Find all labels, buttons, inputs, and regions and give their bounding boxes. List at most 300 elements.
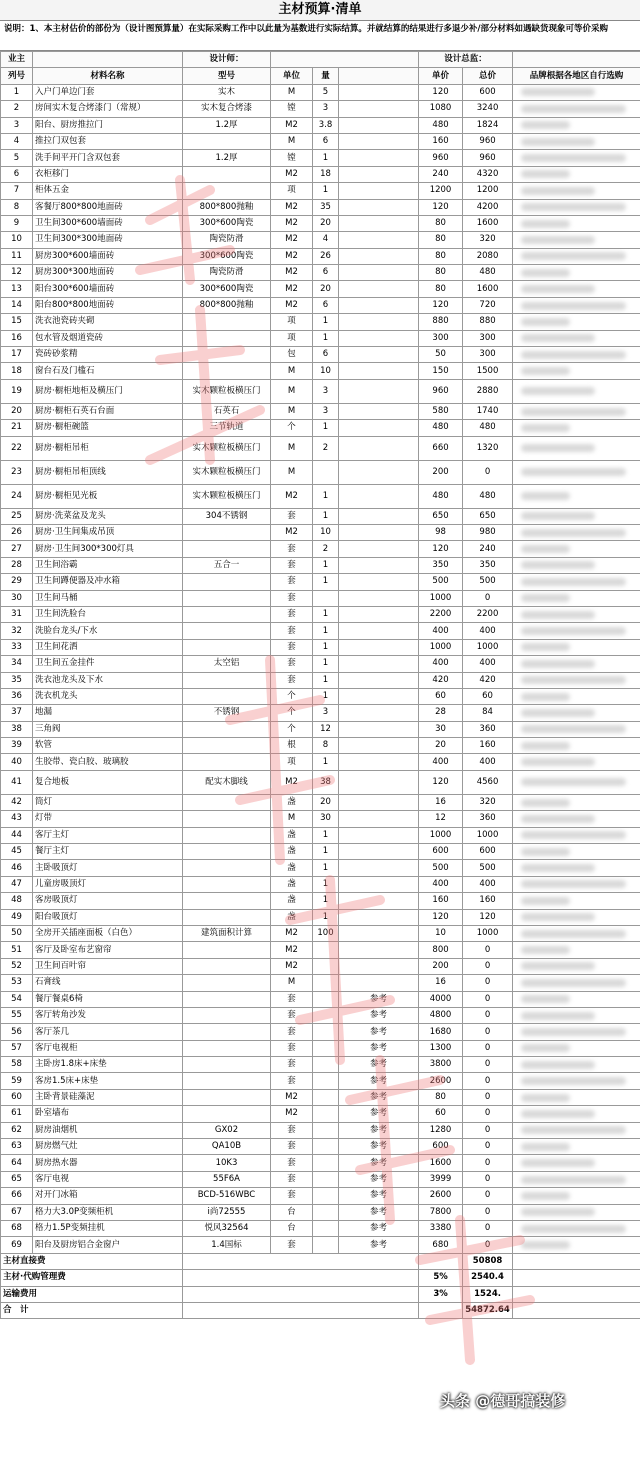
- row-brand-blurred: [513, 403, 640, 419]
- budget-table: [0, 51, 640, 1319]
- row-price: 1000: [419, 827, 463, 843]
- row-price: 1000: [419, 639, 463, 655]
- row-name: 客厅主灯: [33, 827, 183, 843]
- row-unit: 根: [271, 738, 313, 754]
- row-unit: 套: [271, 590, 313, 606]
- summary-total: 50808: [463, 1253, 513, 1269]
- blurred-brand: [521, 302, 626, 310]
- row-name: 餐厅主灯: [33, 844, 183, 860]
- row-qty: 2: [313, 541, 339, 557]
- row-remark: 参考: [339, 1073, 419, 1089]
- row-remark: 参考: [339, 991, 419, 1007]
- row-price: 120: [419, 541, 463, 557]
- row-model: 800*800抛釉: [183, 199, 271, 215]
- row-model: [183, 1057, 271, 1073]
- row-name: 瓷砖砂浆精: [33, 347, 183, 363]
- row-brand-blurred: [513, 1204, 640, 1220]
- info-row: [1, 52, 640, 68]
- row-no: 68: [1, 1221, 33, 1237]
- row-total: 0: [463, 942, 513, 958]
- row-price: 80: [419, 1089, 463, 1105]
- row-unit: 盏: [271, 860, 313, 876]
- row-remark: 参考: [339, 1204, 419, 1220]
- row-total: 480: [463, 265, 513, 281]
- row-total: 0: [463, 1237, 513, 1253]
- row-brand-blurred: [513, 794, 640, 810]
- table-row: [1, 975, 640, 991]
- row-total: 0: [463, 1089, 513, 1105]
- row-brand-blurred: [513, 1155, 640, 1171]
- row-model: [183, 314, 271, 330]
- blurred-brand: [521, 105, 626, 113]
- row-no: 65: [1, 1171, 33, 1187]
- blurred-brand: [521, 1094, 570, 1102]
- table-row: [1, 754, 640, 770]
- row-brand-blurred: [513, 574, 640, 590]
- table-row: [1, 420, 640, 436]
- row-unit: 套: [271, 1057, 313, 1073]
- summary-rate: 3%: [419, 1286, 463, 1302]
- row-no: 18: [1, 363, 33, 379]
- row-price: 160: [419, 893, 463, 909]
- row-no: 48: [1, 893, 33, 909]
- blurred-brand: [521, 611, 595, 619]
- blurred-brand: [521, 864, 595, 872]
- blurred-brand: [521, 545, 570, 553]
- row-unit: M: [271, 403, 313, 419]
- row-no: 36: [1, 688, 33, 704]
- row-brand-blurred: [513, 379, 640, 403]
- row-qty: 1: [313, 330, 339, 346]
- row-brand-blurred: [513, 420, 640, 436]
- row-qty: [313, 1155, 339, 1171]
- blurred-brand: [521, 594, 570, 602]
- row-no: 52: [1, 958, 33, 974]
- row-brand-blurred: [513, 281, 640, 297]
- row-total: 0: [463, 1024, 513, 1040]
- row-no: 56: [1, 1024, 33, 1040]
- row-brand-blurred: [513, 876, 640, 892]
- row-brand-blurred: [513, 297, 640, 313]
- row-total: 400: [463, 876, 513, 892]
- row-price: 2600: [419, 1073, 463, 1089]
- row-qty: [313, 1106, 339, 1122]
- summary-rate: [419, 1253, 463, 1269]
- table-row: [1, 738, 640, 754]
- row-model: [183, 574, 271, 590]
- table-row: [1, 541, 640, 557]
- row-brand-blurred: [513, 84, 640, 100]
- row-qty: 4: [313, 232, 339, 248]
- row-unit: 套: [271, 991, 313, 1007]
- row-remark: [339, 183, 419, 199]
- summary-spacer: [183, 1270, 419, 1286]
- table-row: [1, 460, 640, 484]
- row-brand-blurred: [513, 1007, 640, 1023]
- row-qty: 26: [313, 248, 339, 264]
- row-remark: 参考: [339, 1057, 419, 1073]
- row-price: 600: [419, 844, 463, 860]
- row-qty: [313, 1139, 339, 1155]
- row-total: 0: [463, 1007, 513, 1023]
- row-total: 500: [463, 860, 513, 876]
- row-brand-blurred: [513, 942, 640, 958]
- row-remark: [339, 84, 419, 100]
- row-total: 160: [463, 738, 513, 754]
- blurred-brand: [521, 269, 570, 277]
- row-remark: [339, 314, 419, 330]
- row-brand-blurred: [513, 1171, 640, 1187]
- blurred-brand: [521, 1225, 626, 1233]
- row-brand-blurred: [513, 1057, 640, 1073]
- row-total: 0: [463, 590, 513, 606]
- row-name: 客厅转角沙发: [33, 1007, 183, 1023]
- row-total: 400: [463, 623, 513, 639]
- row-price: 880: [419, 314, 463, 330]
- table-row: [1, 436, 640, 460]
- row-name: 对开门冰箱: [33, 1188, 183, 1204]
- table-row: [1, 84, 640, 100]
- table-row: [1, 1204, 640, 1220]
- row-remark: [339, 656, 419, 672]
- row-unit: M: [271, 133, 313, 149]
- row-no: 19: [1, 379, 33, 403]
- row-name: 厨房·卫生间集成吊顶: [33, 524, 183, 540]
- row-unit: 套: [271, 623, 313, 639]
- row-model: 陶瓷防滑: [183, 265, 271, 281]
- row-brand-blurred: [513, 1024, 640, 1040]
- row-remark: [339, 541, 419, 557]
- row-unit: 套: [271, 639, 313, 655]
- row-name: 客厅电视柜: [33, 1040, 183, 1056]
- row-total: 0: [463, 1106, 513, 1122]
- table-row: [1, 314, 640, 330]
- row-remark: [339, 347, 419, 363]
- row-name: 柜体五金: [33, 183, 183, 199]
- blurred-brand: [521, 561, 595, 569]
- blurred-brand: [521, 187, 595, 195]
- row-brand-blurred: [513, 314, 640, 330]
- row-no: 64: [1, 1155, 33, 1171]
- row-model: 300*600陶瓷: [183, 215, 271, 231]
- row-no: 28: [1, 557, 33, 573]
- row-brand-blurred: [513, 672, 640, 688]
- row-remark: [339, 460, 419, 484]
- row-unit: 台: [271, 1204, 313, 1220]
- blurred-brand: [521, 1241, 570, 1249]
- blurred-brand: [521, 660, 595, 668]
- table-row: [1, 557, 640, 573]
- row-no: 14: [1, 297, 33, 313]
- row-remark: [339, 524, 419, 540]
- row-remark: [339, 248, 419, 264]
- row-name: 阳台800*800地面砖: [33, 297, 183, 313]
- row-name: 卧室墙布: [33, 1106, 183, 1122]
- row-total: 960: [463, 150, 513, 166]
- row-qty: [313, 1024, 339, 1040]
- row-total: 0: [463, 1171, 513, 1187]
- row-qty: 12: [313, 721, 339, 737]
- row-no: 27: [1, 541, 33, 557]
- row-no: 49: [1, 909, 33, 925]
- row-no: 17: [1, 347, 33, 363]
- summary-rate: [419, 1302, 463, 1318]
- row-name: 阳台吸顶灯: [33, 909, 183, 925]
- row-total: 1000: [463, 827, 513, 843]
- row-model: [183, 991, 271, 1007]
- blurred-brand: [521, 831, 626, 839]
- owner-label: 业主: [1, 52, 33, 68]
- grand-total-row: [1, 1302, 640, 1318]
- blurred-brand: [521, 203, 626, 211]
- row-brand-blurred: [513, 117, 640, 133]
- row-remark: 参考: [339, 1106, 419, 1122]
- row-price: 480: [419, 117, 463, 133]
- row-name: 格力1.5P变频挂机: [33, 1221, 183, 1237]
- table-row: [1, 403, 640, 419]
- row-price: 2200: [419, 606, 463, 622]
- row-price: 650: [419, 508, 463, 524]
- row-total: 0: [463, 1122, 513, 1138]
- summary-label: 主材直接费: [1, 1253, 183, 1269]
- row-qty: 1: [313, 754, 339, 770]
- row-total: 300: [463, 347, 513, 363]
- row-model: 实木颗粒板横压门: [183, 484, 271, 508]
- row-remark: 参考: [339, 1024, 419, 1040]
- row-remark: 参考: [339, 1188, 419, 1204]
- table-row: [1, 942, 640, 958]
- row-model: [183, 1106, 271, 1122]
- row-remark: 参考: [339, 1040, 419, 1056]
- row-model: 实木颗粒板横压门: [183, 436, 271, 460]
- table-row: [1, 1155, 640, 1171]
- row-unit: M: [271, 460, 313, 484]
- table-row: [1, 639, 640, 655]
- row-brand-blurred: [513, 484, 640, 508]
- table-row: [1, 379, 640, 403]
- row-name: 客厅及卧室布艺窗帘: [33, 942, 183, 958]
- row-qty: 3: [313, 705, 339, 721]
- row-no: 61: [1, 1106, 33, 1122]
- row-no: 8: [1, 199, 33, 215]
- row-qty: 6: [313, 297, 339, 313]
- row-name: 厨房油烟机: [33, 1122, 183, 1138]
- row-qty: 1: [313, 314, 339, 330]
- summary-label: 合 计: [1, 1302, 183, 1318]
- row-unit: 项: [271, 183, 313, 199]
- summary-brand: [513, 1302, 640, 1318]
- row-brand-blurred: [513, 265, 640, 281]
- summary-spacer: [183, 1286, 419, 1302]
- row-name: 石膏线: [33, 975, 183, 991]
- blurred-brand: [521, 578, 626, 586]
- row-total: 3240: [463, 101, 513, 117]
- row-name: 儿童房吸顶灯: [33, 876, 183, 892]
- row-name: 客房吸顶灯: [33, 893, 183, 909]
- blurred-brand: [521, 138, 595, 146]
- row-unit: 盏: [271, 844, 313, 860]
- blurred-brand: [521, 1143, 570, 1151]
- summary-total: 54872.64: [463, 1302, 513, 1318]
- row-remark: [339, 721, 419, 737]
- row-total: 1824: [463, 117, 513, 133]
- row-remark: [339, 199, 419, 215]
- row-brand-blurred: [513, 1221, 640, 1237]
- row-remark: 参考: [339, 1237, 419, 1253]
- blurred-brand: [521, 962, 595, 970]
- row-brand-blurred: [513, 215, 640, 231]
- row-qty: 1: [313, 844, 339, 860]
- blurred-brand: [521, 676, 626, 684]
- row-qty: 1: [313, 639, 339, 655]
- row-price: 3800: [419, 1057, 463, 1073]
- row-price: 60: [419, 1106, 463, 1122]
- row-price: 16: [419, 794, 463, 810]
- summary-total: 1524.: [463, 1286, 513, 1302]
- table-row: [1, 363, 640, 379]
- row-price: 800: [419, 942, 463, 958]
- row-price: 120: [419, 770, 463, 794]
- row-no: 7: [1, 183, 33, 199]
- row-price: 240: [419, 166, 463, 182]
- row-model: 1.4国标: [183, 1237, 271, 1253]
- table-row: [1, 811, 640, 827]
- row-price: 20: [419, 738, 463, 754]
- row-no: 62: [1, 1122, 33, 1138]
- row-total: 320: [463, 794, 513, 810]
- row-brand-blurred: [513, 330, 640, 346]
- row-price: 300: [419, 330, 463, 346]
- row-price: 4800: [419, 1007, 463, 1023]
- table-row: [1, 1139, 640, 1155]
- row-remark: [339, 117, 419, 133]
- table-row: [1, 991, 640, 1007]
- row-price: 120: [419, 84, 463, 100]
- row-total: 1200: [463, 183, 513, 199]
- row-qty: 1: [313, 557, 339, 573]
- row-remark: [339, 893, 419, 909]
- row-unit: M2: [271, 958, 313, 974]
- table-row: [1, 183, 640, 199]
- table-row: [1, 1040, 640, 1056]
- row-model: BCD-516WBC: [183, 1188, 271, 1204]
- row-price: 400: [419, 876, 463, 892]
- row-total: 120: [463, 909, 513, 925]
- table-row: [1, 199, 640, 215]
- row-no: 21: [1, 420, 33, 436]
- row-unit: 套: [271, 1237, 313, 1253]
- row-qty: [313, 590, 339, 606]
- row-total: 400: [463, 656, 513, 672]
- row-brand-blurred: [513, 541, 640, 557]
- blurred-brand: [521, 88, 595, 96]
- row-model: [183, 827, 271, 843]
- row-no: 10: [1, 232, 33, 248]
- row-model: 陶瓷防滑: [183, 232, 271, 248]
- row-remark: [339, 876, 419, 892]
- row-price: 1280: [419, 1122, 463, 1138]
- row-total: 0: [463, 1040, 513, 1056]
- row-name: 厨房300*300地面砖: [33, 265, 183, 281]
- row-model: QA10B: [183, 1139, 271, 1155]
- table-row: [1, 484, 640, 508]
- table-row: [1, 524, 640, 540]
- row-unit: 套: [271, 541, 313, 557]
- row-no: 11: [1, 248, 33, 264]
- table-row: [1, 215, 640, 231]
- row-model: 55F6A: [183, 1171, 271, 1187]
- table-row: [1, 1106, 640, 1122]
- row-model: [183, 133, 271, 149]
- row-model: [183, 893, 271, 909]
- row-qty: [313, 1089, 339, 1105]
- row-total: 480: [463, 420, 513, 436]
- row-qty: 1: [313, 909, 339, 925]
- row-model: [183, 590, 271, 606]
- row-total: 320: [463, 232, 513, 248]
- blurred-brand: [521, 778, 626, 786]
- row-unit: 套: [271, 656, 313, 672]
- row-name: 窗台石及门槛石: [33, 363, 183, 379]
- row-model: i尚72555: [183, 1204, 271, 1220]
- row-no: 40: [1, 754, 33, 770]
- row-price: 400: [419, 754, 463, 770]
- row-brand-blurred: [513, 1040, 640, 1056]
- row-unit: 盏: [271, 827, 313, 843]
- table-row: [1, 117, 640, 133]
- row-total: 1500: [463, 363, 513, 379]
- row-qty: [313, 975, 339, 991]
- row-name: 厨房热水器: [33, 1155, 183, 1171]
- row-remark: [339, 557, 419, 573]
- row-brand-blurred: [513, 721, 640, 737]
- row-qty: 6: [313, 347, 339, 363]
- row-name: 衣柜移门: [33, 166, 183, 182]
- row-model: 300*600陶瓷: [183, 248, 271, 264]
- row-no: 1: [1, 84, 33, 100]
- table-row: [1, 508, 640, 524]
- row-name: 洗脸台龙头/下水: [33, 623, 183, 639]
- row-no: 29: [1, 574, 33, 590]
- row-unit: M2: [271, 281, 313, 297]
- row-total: 360: [463, 721, 513, 737]
- row-total: 300: [463, 330, 513, 346]
- blurred-brand: [521, 848, 570, 856]
- blurred-brand: [521, 387, 595, 395]
- row-remark: [339, 574, 419, 590]
- row-no: 50: [1, 925, 33, 941]
- row-no: 39: [1, 738, 33, 754]
- row-qty: 1: [313, 484, 339, 508]
- row-model: [183, 1007, 271, 1023]
- blurred-brand: [521, 424, 570, 432]
- row-qty: 3: [313, 403, 339, 419]
- table-row: [1, 101, 640, 117]
- row-no: 34: [1, 656, 33, 672]
- row-model: [183, 166, 271, 182]
- row-brand-blurred: [513, 975, 640, 991]
- row-name: 厨房·橱柜碗篮: [33, 420, 183, 436]
- blurred-brand: [521, 154, 626, 162]
- row-total: 1600: [463, 281, 513, 297]
- row-qty: 38: [313, 770, 339, 794]
- row-name: 餐厅餐桌6椅: [33, 991, 183, 1007]
- row-model: [183, 794, 271, 810]
- row-unit: M2: [271, 215, 313, 231]
- row-qty: [313, 1057, 339, 1073]
- row-remark: [339, 811, 419, 827]
- row-unit: 套: [271, 672, 313, 688]
